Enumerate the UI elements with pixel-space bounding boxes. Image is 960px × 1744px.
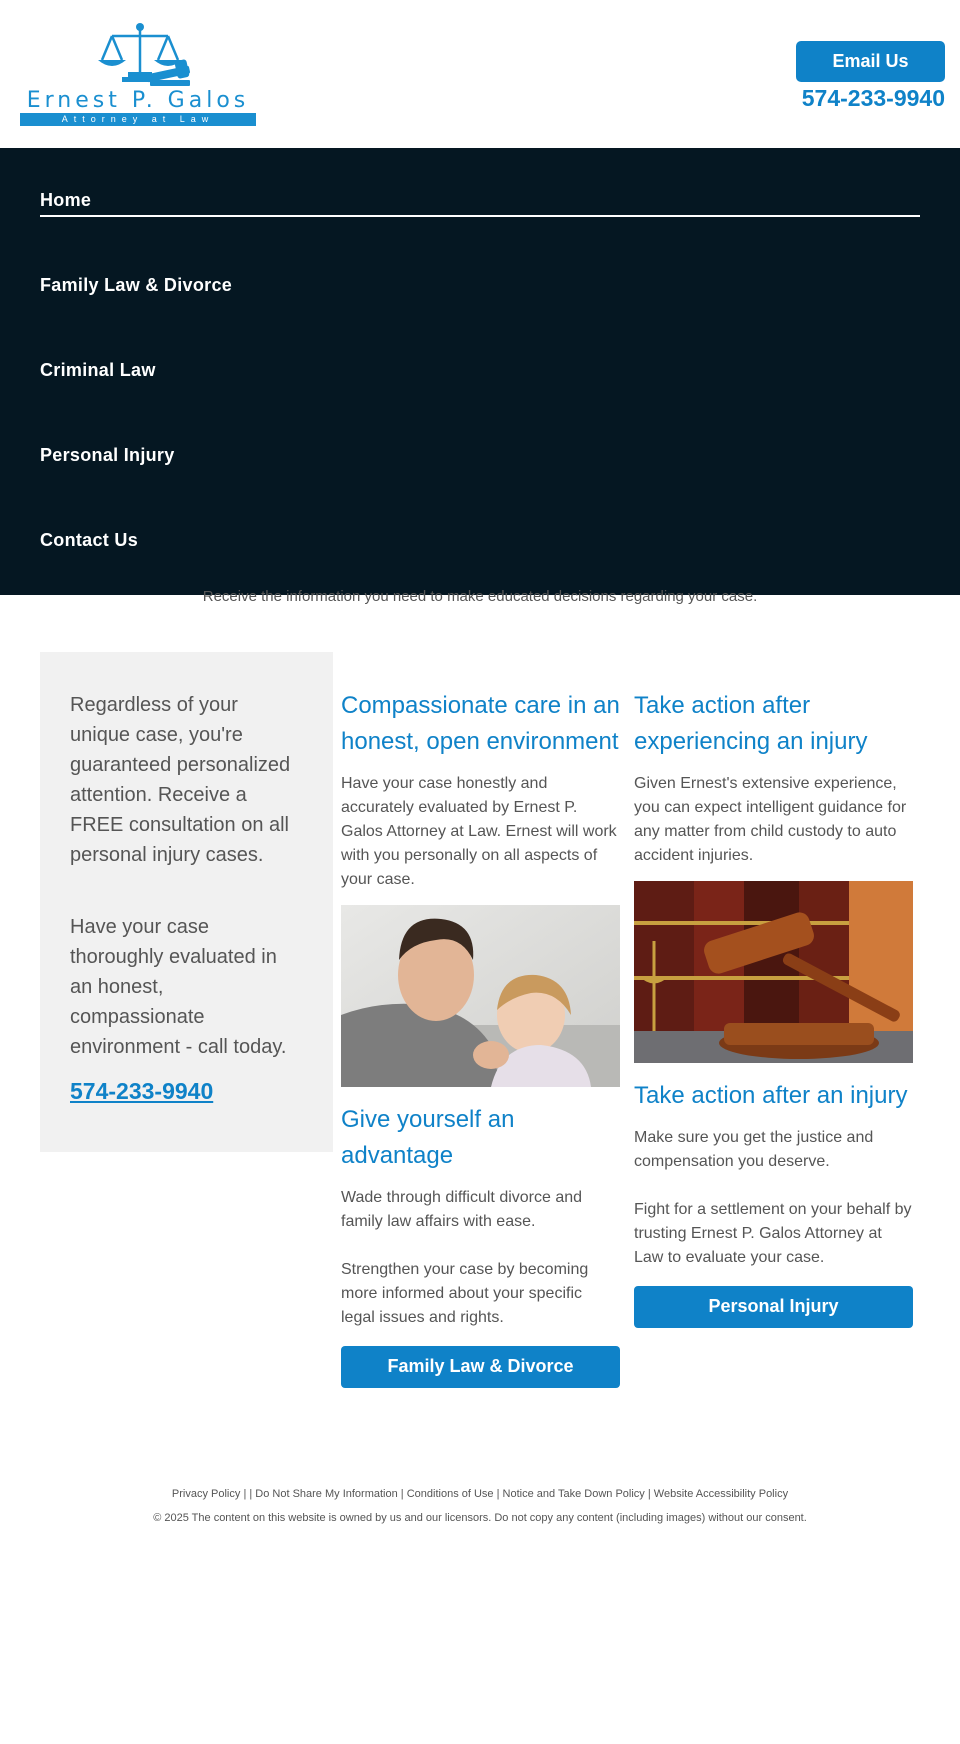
privacy-policy-link[interactable]: Privacy Policy: [171, 1488, 241, 1500]
column-text: Fight for a settlement on your behalf by trusting Ernest P. Galos Attorney at Law to evaluate your case.: [634, 1201, 912, 1266]
column-text: Strengthen your case by becoming more informed about your specific legal issues and rights.: [341, 1261, 589, 1326]
family-law-column: [341, 688, 620, 1388]
conditions-of-use-link[interactable]: Conditions of Use: [406, 1488, 494, 1500]
column-heading: Take action after an injury: [634, 1082, 908, 1109]
nav-item-label: Contact Us: [40, 530, 139, 550]
personal-injury-button[interactable]: Personal Injury: [634, 1286, 913, 1328]
footer-separator: |: [496, 1488, 503, 1500]
nav-item-label: Family Law & Divorce: [40, 275, 233, 295]
nav-item-label: Home: [40, 190, 92, 210]
intro-text: Receive the information you need to make educated decisions regarding your case.: [202, 588, 758, 605]
family-law-button[interactable]: Family Law & Divorce: [341, 1346, 620, 1388]
accessibility-policy-link[interactable]: Website Accessibility Policy: [653, 1488, 789, 1500]
footer-copyright: © 2025 The content on this website is owned by us and our licensors. Do not copy any content (including images) without our consent.: [153, 1512, 807, 1524]
notice-takedown-link[interactable]: Notice and Take Down Policy: [502, 1488, 645, 1500]
column-text: Have your case honestly and accurately evaluated by Ernest P. Galos Attorney at Law. Ernest will work with you personally on all aspects of your case.: [341, 775, 617, 888]
nav-item-home[interactable]: [40, 148, 920, 217]
main-navigation: [0, 148, 960, 595]
scales-of-justice-icon: [90, 22, 200, 90]
site-logo[interactable]: [20, 22, 256, 126]
consultation-sidebar: [40, 652, 333, 1152]
sidebar-phone-link[interactable]: 574-233-9940: [70, 1078, 214, 1104]
do-not-share-link[interactable]: Do Not Share My Information: [255, 1488, 398, 1500]
footer-separator: |: [249, 1488, 256, 1500]
header-phone-link[interactable]: 574-233-9940: [801, 85, 945, 111]
personal-injury-column: [634, 688, 913, 1328]
nav-item-contact-us[interactable]: [40, 488, 920, 573]
column-text: Given Ernest's extensive experience, you can expect intelligent guidance for any matter from child custody to auto accident injuries.: [634, 775, 907, 864]
column-heading: Take action after experiencing an injury: [634, 692, 868, 755]
nav-item-label: Criminal Law: [40, 360, 156, 380]
email-us-button[interactable]: Email Us: [796, 41, 945, 82]
nav-item-label: Personal Injury: [40, 445, 175, 465]
sidebar-paragraph: Regardless of your unique case, you're guaranteed personalized attention. Receive a FREE consultation on all personal injury cases.: [70, 694, 291, 866]
logo-tagline: Attorney at Law: [20, 113, 256, 126]
sidebar-paragraph: Have your case thoroughly evaluated in an honest, compassionate environment - call today.: [70, 916, 287, 1058]
nav-item-family-law[interactable]: [40, 233, 920, 318]
nav-item-personal-injury[interactable]: [40, 403, 920, 488]
column-text: Wade through difficult divorce and family law affairs with ease.: [341, 1189, 583, 1230]
footer-separator: |: [243, 1488, 250, 1500]
nav-item-criminal-law[interactable]: [40, 318, 920, 403]
column-heading: Give yourself an advantage: [341, 1106, 515, 1169]
column-text: Make sure you get the justice and compensation you deserve.: [634, 1129, 874, 1170]
site-header: [0, 0, 960, 148]
logo-wordmark: Ernest P. Galos: [26, 88, 250, 113]
gavel-and-scales-image: [634, 881, 913, 1063]
footer-links: [0, 1486, 960, 1502]
footer-separator: |: [647, 1488, 654, 1500]
footer-separator: |: [400, 1488, 407, 1500]
father-and-daughter-image: [341, 905, 620, 1087]
column-heading: Compassionate care in an honest, open environment: [341, 692, 620, 755]
